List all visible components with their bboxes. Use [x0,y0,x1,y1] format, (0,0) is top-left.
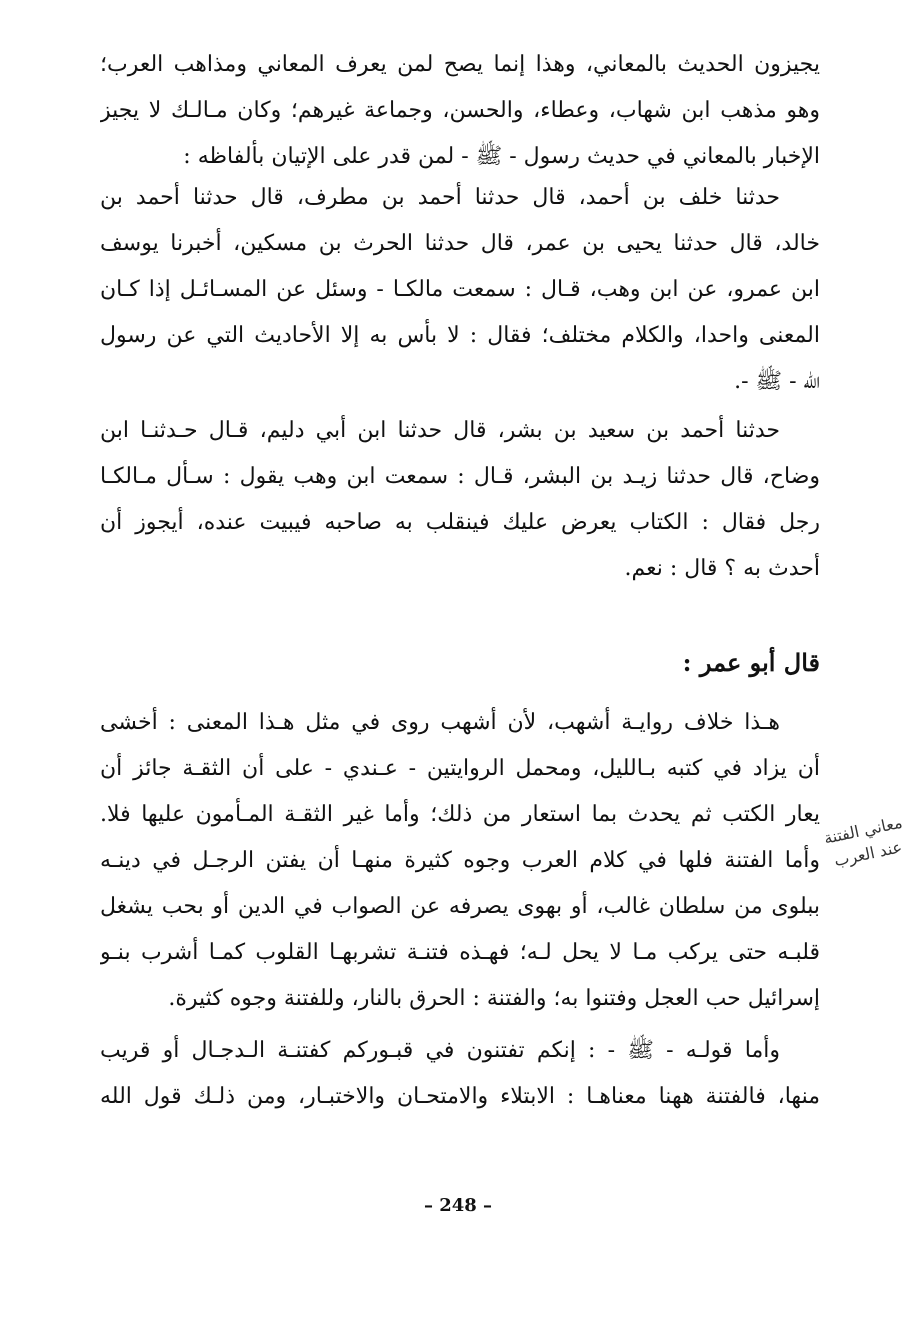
text-line: حدثنا أحمد بن سعيد بن بشر، قال حدثنا ابن أبي دليم، قـال حـدثنـا ابن [100,418,780,443]
section-heading: قال أبو عمر : [682,648,820,677]
text-line: رجل فقال : الكتاب يعرض عليك فينقلب به صاحبه فيبيت عنده، أيجوز أن [100,510,820,535]
text-line: هـذا خلاف روايـة أشهب، لأن أشهب روى في مثل هـذا المعنى : أخشى [100,710,780,735]
text-line: يجيزون الحديث بالمعاني، وهذا إنما يصح لمن يعرف المعاني ومذاهب العرب؛ [100,52,820,77]
text-line: ببلوى من سلطان غالب، أو بهوى يصرفه عن الصواب في الدين أو بحب يشغل [100,894,820,919]
text-line: وضاح، قال حدثنا زيـد بن البشر، قـال : سمعت ابن وهب يقول : سـأل مـالكـا [100,464,820,489]
text-line: ابن عمرو، عن ابن وهب، قـال : سمعت مالكـا - وسئل عن المسـائـل إذا كـان [100,277,820,302]
paragraph-5 [100,1028,820,1120]
text-line: وهو مذهب ابن شهاب، وعطاء، والحسن، وجماعة غيرهم؛ وكان مـالـك لا يجيز [100,98,820,123]
text-line: الإخبار بالمعاني في حديث رسول - ﷺ - لمن قدر على الإتيان بألفاظه : [183,144,820,169]
paragraph-4 [100,700,820,1022]
text-line: الله - ﷺ -. [734,369,820,394]
text-line: وأما الفتنة فلها في كلام العرب وجوه كثيرة منهـا أن يفتن الرجـل في دينـه [100,848,820,873]
text-line: قلبـه حتى يركب مـا لا يحل لـه؛ فهـذه فتنـة تشربهـا القلوب كمـا أشرب بنـو [100,940,820,965]
paragraph-2 [100,175,820,405]
page-number: – 248 – [423,1195,493,1216]
text-line: خالد، قال حدثنا يحيى بن عمر، قال حدثنا الحرث بن مسكين، أخبرنا يوسف [100,231,820,256]
paragraph-3 [100,408,820,592]
text-line: منها، فالفتنة ههنا معناهـا : الابتلاء والامتحـان والاختبـار، ومن ذلـك قول الله [100,1084,820,1109]
text-line: إسرائيل حب العجل وفتنوا به؛ والفتنة : الحرق بالنار، وللفتنة وجوه كثيرة. [168,986,820,1011]
paragraph-1 [100,42,820,180]
text-line: أحدث به ؟ قال : نعم. [624,556,820,581]
text-line: أن يزاد في كتبه بـالليل، ومحمل الروايتين - عـندي - على أن الثقـة جائز أن [100,756,820,781]
handwritten-margin-note: معاني الفتنة عند العرب [822,812,904,871]
text-line: المعنى واحدا، والكلام مختلف؛ فقال : لا بأس به إلا الأحاديث التي عن رسول [100,323,820,348]
text-line: حدثنا خلف بن أحمد، قال حدثنا أحمد بن مطرف، قال حدثنا أحمد بن [100,185,780,210]
text-line: يعار الكتب ثم يحدث بما استعار من ذلك؛ وأما غير الثقـة المـأمون عليها فلا. [100,802,820,827]
text-line: وأما قولـه - ﷺ - : إنكم تفتنون في قبـوركم كفتنـة الـدجـال أو قريب [100,1038,780,1063]
